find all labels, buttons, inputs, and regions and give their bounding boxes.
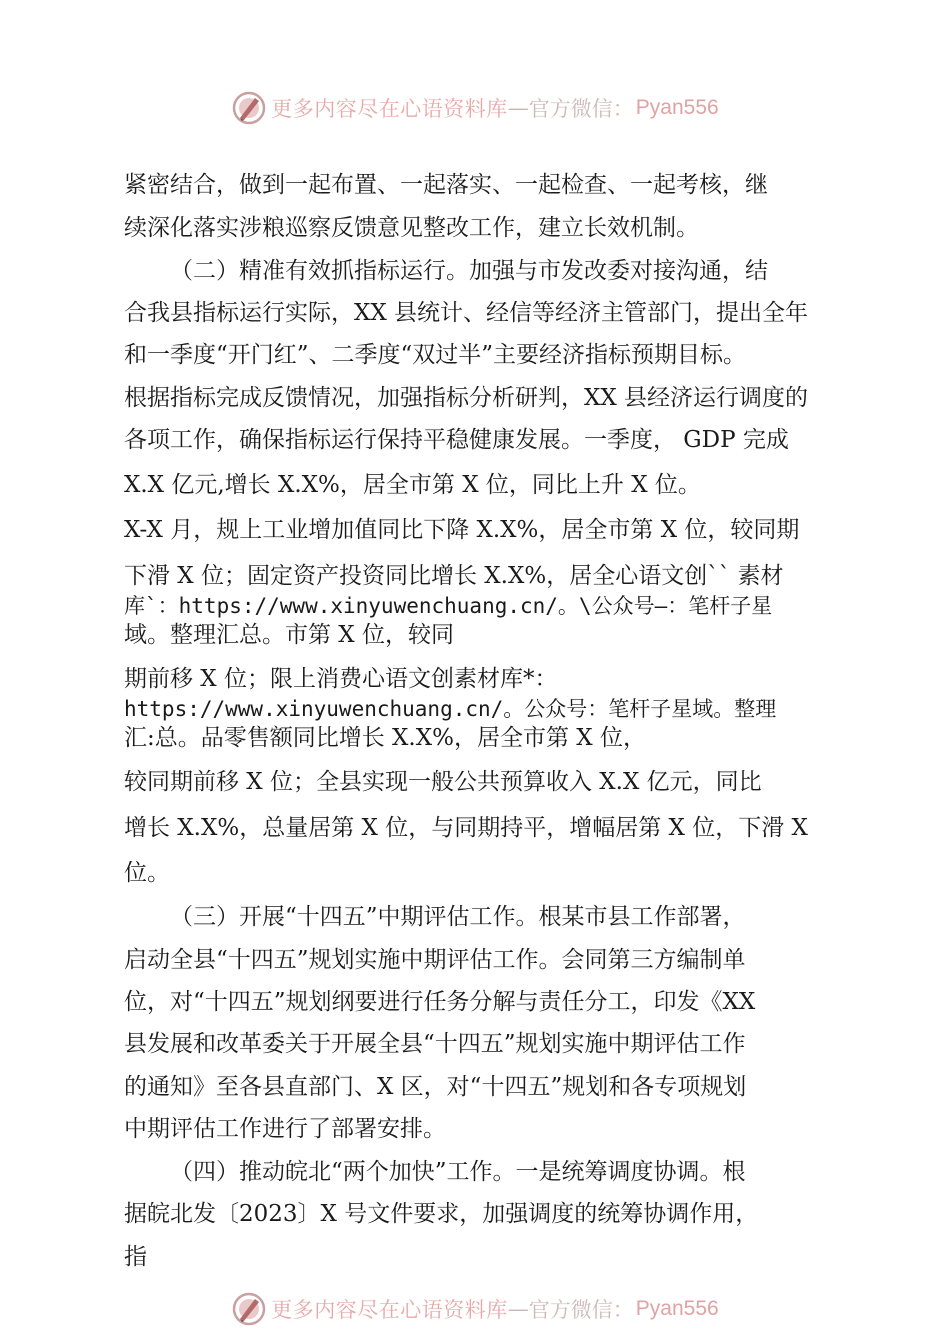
pen-seal-logo-icon xyxy=(231,1291,267,1327)
text-line: 增长 X.X%，总量居第 X 位，与同期持平，增幅居第 X 位，下滑 X xyxy=(124,815,808,841)
header-watermark xyxy=(0,88,950,128)
text-line: 中期评估工作进行了部署安排。 xyxy=(124,1116,446,1142)
text-line: 紧密结合，做到一起布置、一起落实、一起检查、一起考核，继 xyxy=(124,172,768,198)
watermark-separator: — xyxy=(507,96,529,120)
text-line: 域。整理汇总。市第 X 位，较同 xyxy=(124,622,454,648)
watermark-wechat-label: 官方微信： xyxy=(528,97,634,121)
text-line: 县发展和改革委关于开展全县“十四五”规划实施中期评估工作 xyxy=(124,1031,746,1057)
text-line: （三）开展“十四五”中期评估工作。根某市县工作部署， xyxy=(170,904,746,930)
pen-seal-logo-icon xyxy=(231,90,267,126)
text-line: 期前移 X 位；限上消费心语文创素材库*： xyxy=(124,666,558,692)
text-line: 汇:总。品零售额同比增长 X.X%，居全市第 X 位， xyxy=(124,725,646,751)
text-line: 库`：https://www.xinyuwenchuang.cn/。\公众号—：笔杆子星 xyxy=(124,594,773,618)
watermark-brand: 更多内容尽在心语资料库 xyxy=(271,97,508,121)
text-line: 位。 xyxy=(124,860,170,886)
text-line: 续深化落实涉粮巡察反馈意见整改工作，建立长效机制。 xyxy=(124,215,699,241)
watermark-wechat-label: 官方微信： xyxy=(528,1298,634,1322)
text-line: 下滑 X 位；固定资产投资同比增长 X.X%，居全心语文创`` 素材 xyxy=(124,563,784,589)
text-line: 的通知》至各县直部门、X 区，对“十四五”规划和各专项规划 xyxy=(124,1074,747,1100)
footer-watermark xyxy=(0,1289,950,1329)
text-line: 各项工作，确保指标运行保持平稳健康发展。一季度， GDP 完成 xyxy=(124,427,789,453)
text-line: 据皖北发〔2023〕X 号文件要求，加强调度的统筹协调作用， xyxy=(124,1201,759,1227)
watermark-wechat-id: Pyan556 xyxy=(635,96,719,119)
text-line: 指 xyxy=(124,1244,147,1270)
text-line: X-X 月，规上工业增加值同比下降 X.X%，居全市第 X 位，较同期 xyxy=(124,517,800,543)
text-line: 启动全县“十四五”规划实施中期评估工作。会同第三方编制单 xyxy=(124,947,746,973)
watermark-brand: 更多内容尽在心语资料库 xyxy=(271,1298,508,1322)
text-line: 较同期前移 X 位；全县实现一般公共预算收入 X.X 亿元，同比 xyxy=(124,769,762,795)
text-line: （四）推动皖北“两个加快”工作。一是统筹调度协调。根 xyxy=(170,1159,746,1185)
text-line: 合我县指标运行实际，XX 县统计、经信等经济主管部门，提出全年 xyxy=(124,300,809,326)
text-line: 根据指标完成反馈情况，加强指标分析研判，XX 县经济运行调度的 xyxy=(124,385,809,411)
text-line: （二）精准有效抓指标运行。加强与市发改委对接沟通，结 xyxy=(170,258,768,284)
text-line: 位，对“十四五”规划纲要进行任务分解与责任分工，印发《XX xyxy=(124,989,756,1015)
watermark-wechat-id: Pyan556 xyxy=(635,1297,719,1320)
text-line: X.X 亿元,增长 X.X%，居全市第 X 位，同比上升 X 位。 xyxy=(124,472,701,498)
watermark-separator: — xyxy=(507,1297,529,1321)
text-line: https://www.xinyuwenchuang.cn/。公众号：笔杆子星域。整理 xyxy=(124,697,777,721)
text-line: 和一季度“开门红”、二季度“双过半”主要经济指标预期目标。 xyxy=(124,342,747,368)
